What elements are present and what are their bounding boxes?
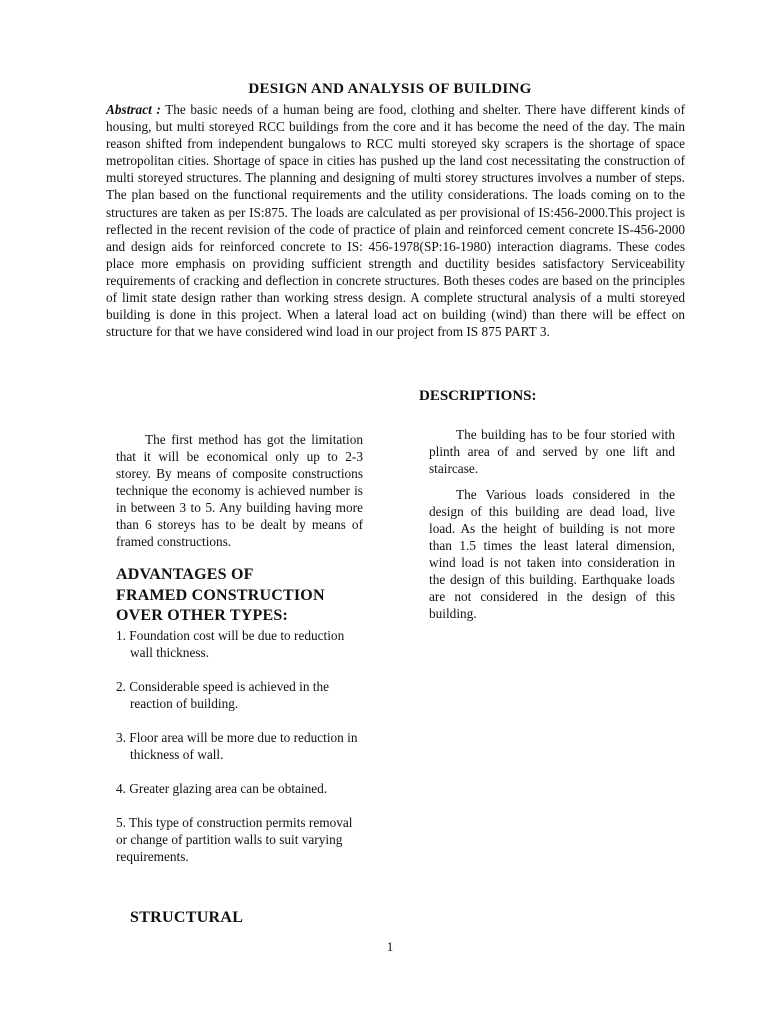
descriptions-heading: DESCRIPTIONS: bbox=[419, 388, 537, 404]
abstract-paragraph bbox=[106, 101, 685, 340]
right-paragraph: The Various loads considered in the design of this building are dead load, live load. As the height of building is not more than 1.5 times the least lateral dimension, wind load is not taken into consideration in the design of this building. Earthquake loads are not considered in the design of this building. bbox=[429, 487, 675, 621]
list-item: 3. Floor area will be more due to reduction in thickness of wall. bbox=[116, 729, 358, 762]
right-paragraph: The building has to be four storied with plinth area of and served by one lift and staircase. bbox=[429, 427, 675, 476]
list-item: 5. This type of construction permits removal or change of partition walls to suit varying requirements. bbox=[116, 814, 353, 864]
left-paragraph: The first method has got the limitation that it will be economical only up to 2-3 storey. By means of composite constructions technique the economy is achieved number is in between 3 to 5. Any building having more than 6 storeys has to be dealt by means of framed constructions. bbox=[116, 432, 363, 549]
advantages-heading-line: FRAMED CONSTRUCTION bbox=[116, 586, 325, 604]
list-item: 4. Greater glazing area can be obtained. bbox=[116, 780, 328, 796]
page-number: 1 bbox=[386, 939, 394, 954]
abstract-label: Abstract : bbox=[106, 102, 161, 117]
right-column bbox=[429, 426, 675, 631]
structural-heading: STRUCTURAL bbox=[130, 909, 244, 926]
document-title: DESIGN AND ANALYSIS OF BUILDING bbox=[248, 81, 532, 97]
list-item: 2. Considerable speed is achieved in the reaction of building. bbox=[116, 678, 330, 711]
advantages-list bbox=[116, 627, 363, 865]
advantages-heading-line: OVER OTHER TYPES: bbox=[116, 607, 289, 624]
left-column bbox=[116, 431, 363, 882]
advantages-heading bbox=[116, 565, 363, 627]
abstract-text: The basic needs of a human being are food, clothing and shelter. There have different kinds of housing, but multi storeyed RCC buildings from the core and it has become the need of the day. The main reason shifted from independent bungalows to RCC multi storeyed sky scrapers is the shortage of space metropolitan cities. Shortage of space in cities has pushed up the land cost necessitating the construction of multi storeyed structures. The planning and designing of multi storey structures involves a number of steps. The plan based on the functional requirements and the utility considerations. The loads coming on to the structures are taken as per IS:875. The loads are calculated as per provisional of IS:456-2000.This project is reflected in the recent revision of the code of practice of plain and reinforced cement concrete IS-456-2000 and design aids for reinforced concrete to IS: 456-1978(SP:16-1980) interaction diagrams. These codes place more emphasis on providing sufficient strength and ductility besides satisfactory Serviceability requirements of cracking and deflection in concrete structures. Both theses codes are based on the principles of limit state design rather than working stress design. A complete structural analysis of a multi storeyed building is done in this project. When a lateral load act on building (wind) than there will be effect on structure for that we have considered wind load in our project from IS 875 PART 3. bbox=[106, 102, 685, 340]
advantages-heading-line: ADVANTAGES OF bbox=[116, 566, 254, 583]
list-item: 1. Foundation cost will be due to reduction wall thickness. bbox=[116, 627, 345, 660]
